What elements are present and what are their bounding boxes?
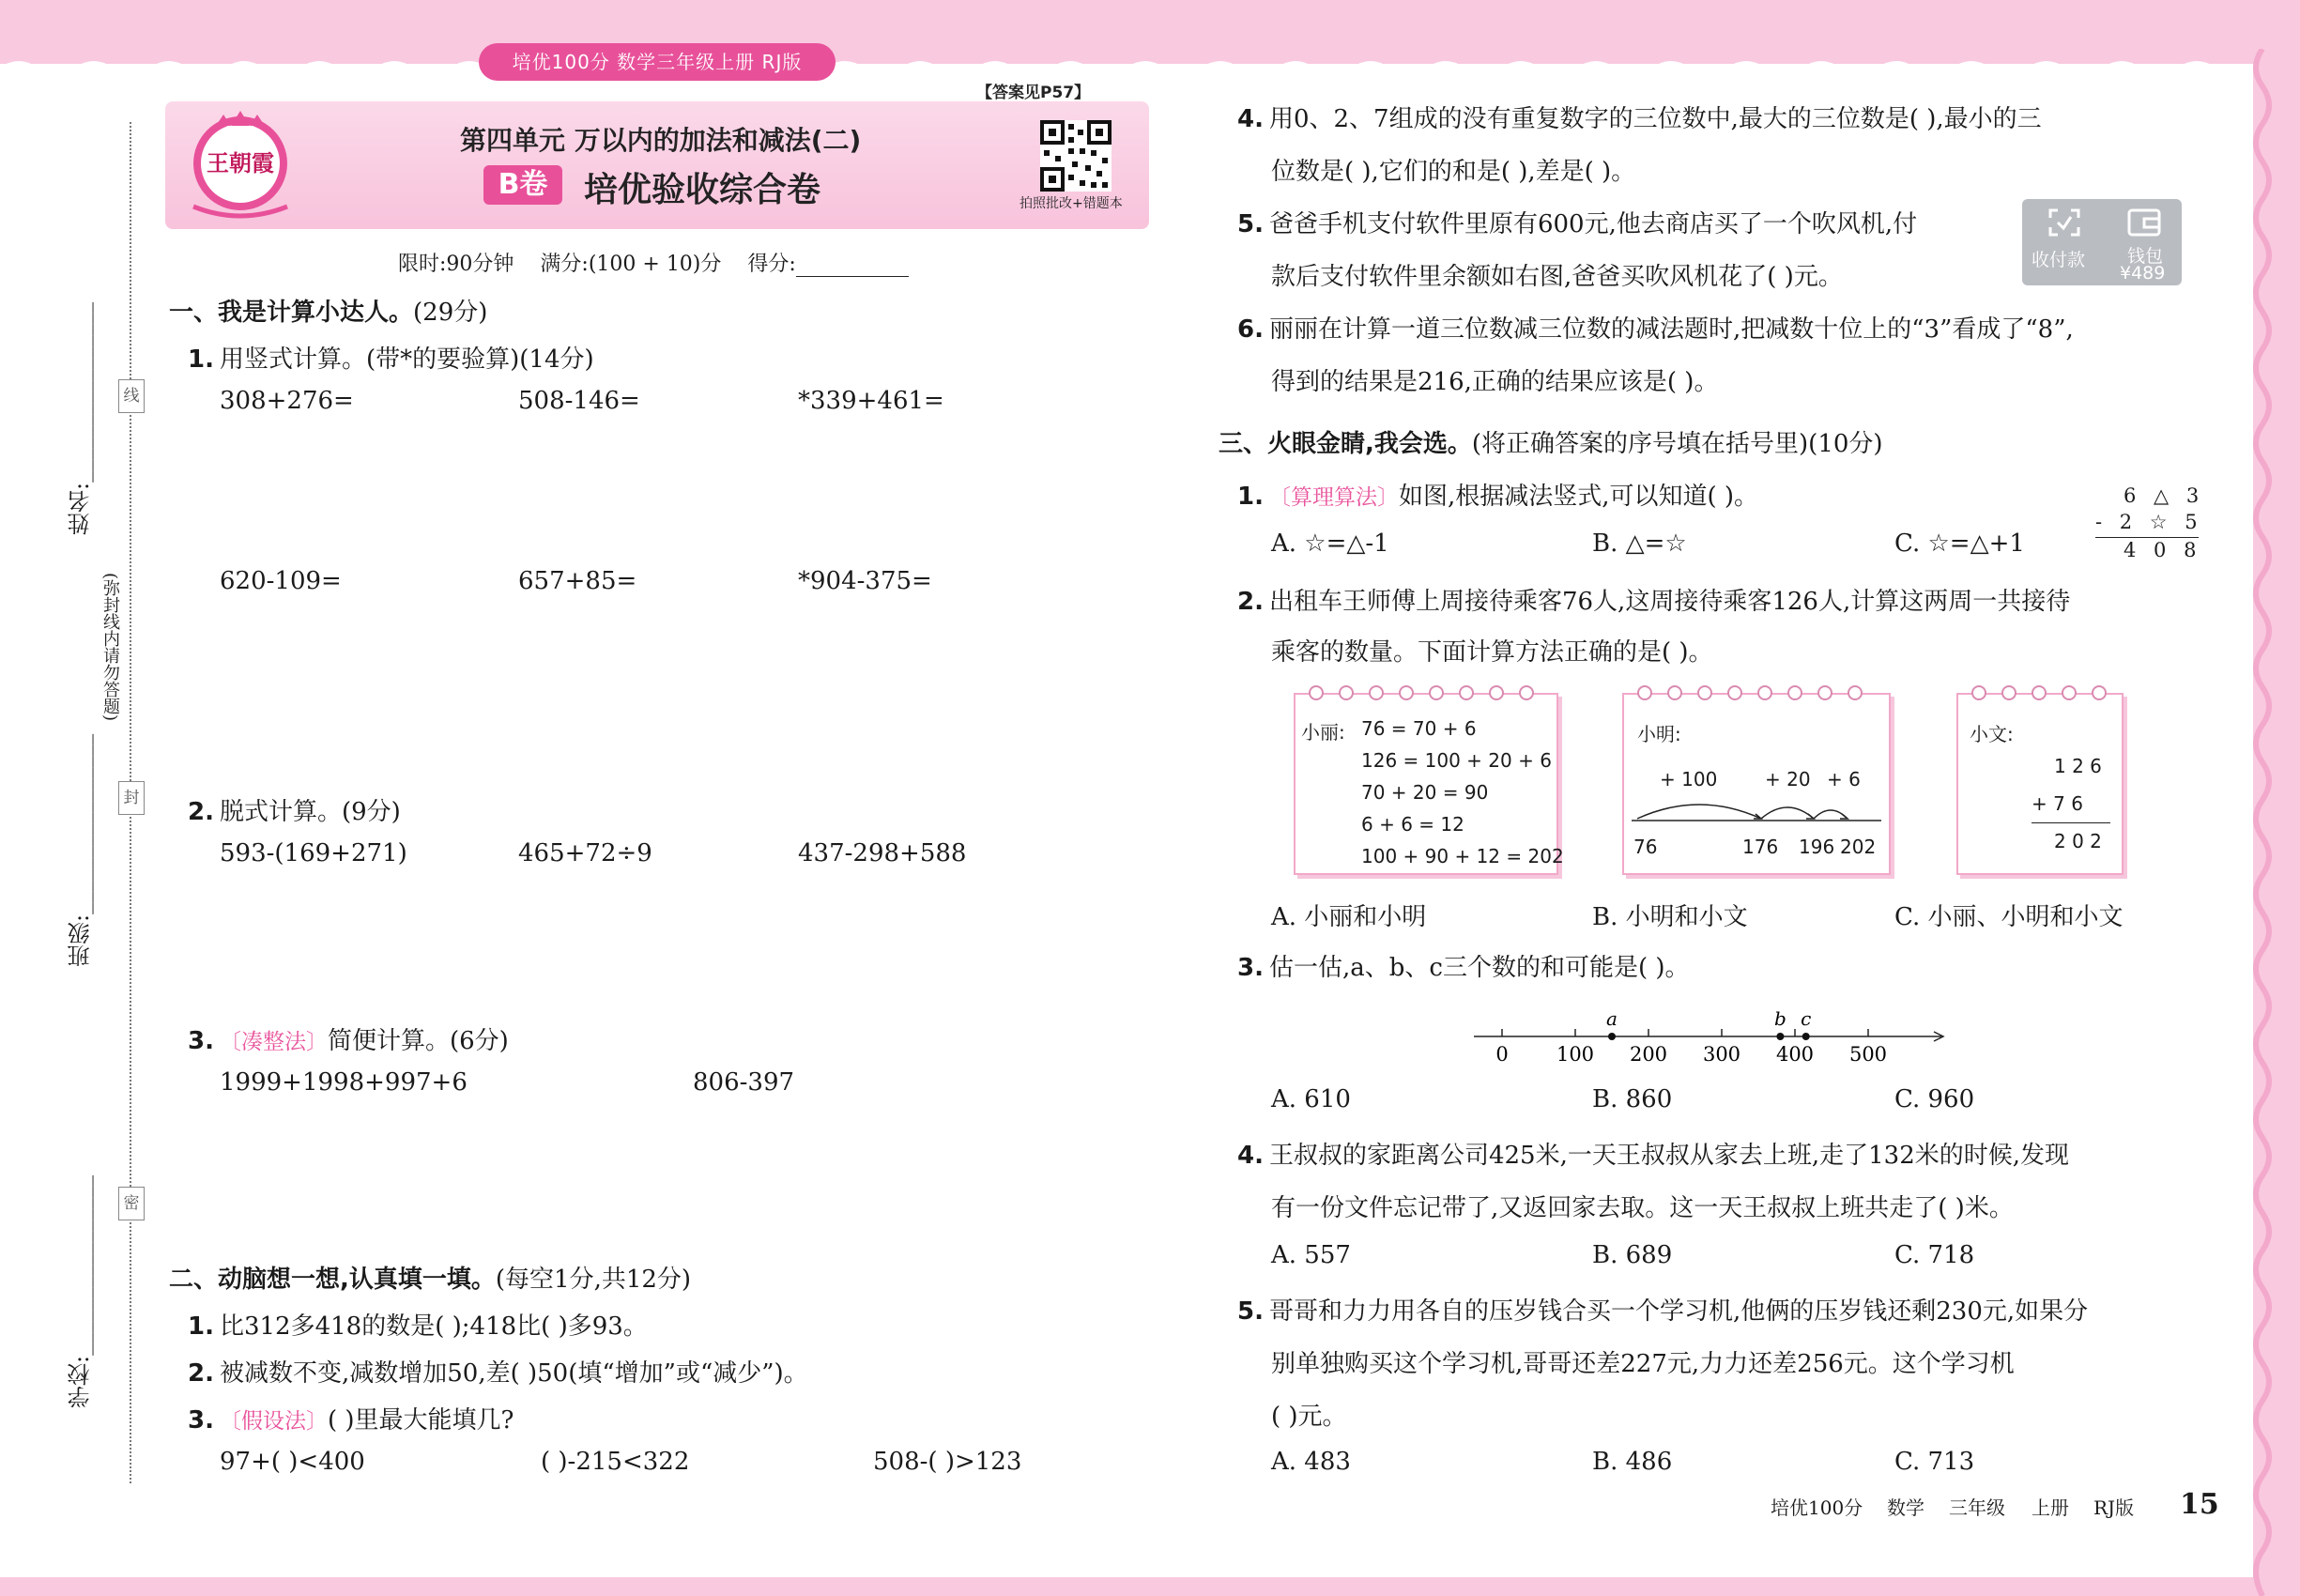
axis-point-label: b xyxy=(1773,1007,1786,1030)
qr-caption: 拍照批改+错题本 xyxy=(1020,196,1123,211)
choice-4-option-a[interactable]: A. 557 xyxy=(1271,1241,1351,1269)
jump-label: + 20 xyxy=(1765,768,1811,790)
fill-question-5[interactable]: 5. 爸爸手机支付软件里原有600元,他去商店买了一个吹风机,付 xyxy=(1237,210,1918,238)
right-wave-border xyxy=(2216,49,2300,1596)
simplify-expr[interactable]: 806-397 xyxy=(693,1068,795,1097)
axis-point-label: c xyxy=(1801,1007,1812,1030)
vertical-add-row3: 2 0 2 xyxy=(2054,830,2102,852)
axis-tick-label: 400 xyxy=(1775,1043,1815,1066)
school-label: 学校: xyxy=(68,1355,94,1408)
fill-question-6-line2[interactable]: 得到的结果是216,正确的结果应该是( )。 xyxy=(1271,368,1719,396)
note-xiaoming xyxy=(1622,693,1891,875)
choice-1-option-a[interactable]: A. ☆=△-1 xyxy=(1271,529,1389,558)
choice-question-5: 5. 哥哥和力力用各自的压岁钱合买一个学习机,他俩的压岁钱还剩230元,如果分 xyxy=(1237,1297,2089,1326)
choice-3-option-a[interactable]: A. 610 xyxy=(1271,1085,1351,1113)
axis-point xyxy=(1776,1033,1784,1040)
axis-tick-label: 500 xyxy=(1848,1043,1888,1066)
footer-series: 培优100分 xyxy=(1771,1496,1863,1519)
vertical-calc-expr[interactable]: *339+461= xyxy=(798,387,944,415)
jump-mark: 76 xyxy=(1633,836,1658,858)
jump-mark: 196 xyxy=(1799,836,1835,858)
scan-icon xyxy=(2048,208,2080,237)
wallet-balance: ¥489 xyxy=(2120,263,2166,284)
time-limit: 限时:90分钟 xyxy=(398,253,514,276)
vertical-calc-expr[interactable]: 308+276= xyxy=(220,387,354,415)
page-number: 15 xyxy=(2180,1488,2219,1521)
choice-1-option-c[interactable]: C. ☆=△+1 xyxy=(1894,529,2025,558)
vertical-add-row2: + 7 6 xyxy=(2032,792,2083,815)
inequality-expr[interactable]: ( )-215<322 xyxy=(541,1448,690,1476)
choice-2-option-b[interactable]: B. 小明和小文 xyxy=(1592,903,1748,931)
note-xiaoli xyxy=(1294,693,1564,875)
axis-tick-label: 300 xyxy=(1702,1043,1741,1066)
name-field[interactable]: 姓名:________________ xyxy=(68,301,94,535)
exam-meta xyxy=(398,248,909,277)
fill-question-4-line2[interactable]: 位数是( ),它们的和是( ),差是( )。 xyxy=(1271,158,1636,186)
fill-question-3: 3. 〔假设法〕( )里最大能填几? xyxy=(188,1406,514,1435)
choice-3-option-b[interactable]: B. 860 xyxy=(1592,1085,1673,1113)
step-calc-expr[interactable]: 465+72÷9 xyxy=(518,839,652,867)
wallet-icon xyxy=(2127,208,2161,237)
logo-text: 王朝霞 xyxy=(207,149,274,176)
axis-point-label: a xyxy=(1606,1007,1618,1030)
section-1-title: 一、我是计算小达人。(29分) xyxy=(169,299,488,327)
choice-question-5-line2: 别单独购买这个学习机,哥哥还差227元,力力还差256元。这个学习机 xyxy=(1271,1350,2015,1378)
axis-point xyxy=(1608,1033,1616,1040)
question-1-1: 1. 用竖式计算。(带*的要验算)(14分) xyxy=(188,345,594,374)
axis-tick-label: 200 xyxy=(1629,1043,1668,1066)
axis-tick-label: 0 xyxy=(1495,1043,1509,1066)
step-calc-expr[interactable]: 437-298+588 xyxy=(798,839,967,867)
choice-2-option-c[interactable]: C. 小丽、小明和小文 xyxy=(1894,903,2124,931)
class-field[interactable]: 班级:________________ xyxy=(68,733,94,967)
note-xiaoli-line: 76 = 70 + 6 xyxy=(1361,717,1477,740)
choice-3-option-c[interactable]: C. 960 xyxy=(1894,1085,1975,1113)
choice-question-4: 4. 王叔叔的家距离公司425米,一天王叔叔从家去上班,走了132米的时候,发现 xyxy=(1237,1142,2070,1170)
vertical-sub-row1: 6 △ 3 xyxy=(2124,484,2205,507)
school-field[interactable]: 学校:________________ xyxy=(68,1174,94,1408)
name-label: 姓名: xyxy=(68,482,94,535)
jump-mark: 176 xyxy=(1742,836,1779,858)
choice-question-5-line3: ( )元。 xyxy=(1271,1403,1347,1431)
jump-label: + 6 xyxy=(1827,768,1861,790)
footer-subject: 数学 xyxy=(1887,1496,1924,1519)
step-calc-expr[interactable]: 593-(169+271) xyxy=(220,839,407,867)
qr-code-icon[interactable] xyxy=(1040,120,1112,192)
fill-question-4[interactable]: 4. 用0、2、7组成的没有重复数字的三位数中,最大的三位数是( ),最小的三 xyxy=(1237,105,2042,133)
choice-5-option-b[interactable]: B. 486 xyxy=(1592,1448,1673,1476)
vertical-add-row1: 1 2 6 xyxy=(2054,755,2102,777)
logo-badge xyxy=(184,105,297,227)
fill-question-2[interactable]: 2. 被减数不变,减数增加50,差( )50(填“增加”或“减少”)。 xyxy=(188,1359,808,1388)
inequality-expr[interactable]: 97+( )<400 xyxy=(220,1448,365,1476)
wallet-label: 钱包 xyxy=(2127,246,2164,267)
vertical-add-rule xyxy=(2032,822,2110,823)
jump-label: + 100 xyxy=(1660,768,1718,790)
vertical-sub-row2: - 2 ☆ 5 xyxy=(2095,511,2203,533)
choice-question-3: 3. 估一估,a、b、c三个数的和可能是( )。 xyxy=(1237,954,1690,982)
choice-5-option-c[interactable]: C. 713 xyxy=(1894,1448,1975,1476)
vertical-calc-expr[interactable]: 508-146= xyxy=(518,387,640,415)
axis-tick-label: 100 xyxy=(1556,1043,1595,1066)
vertical-calc-expr[interactable]: *904-375= xyxy=(798,567,932,595)
footer-grade: 三年级 xyxy=(1949,1496,2005,1519)
vertical-sub-rule xyxy=(2095,537,2199,538)
choice-5-option-a[interactable]: A. 483 xyxy=(1271,1448,1351,1476)
question-1-3: 3. 〔凑整法〕简便计算。(6分) xyxy=(188,1027,509,1055)
seal-seal: 封 xyxy=(118,781,145,815)
note-xiaowen xyxy=(1956,693,2124,875)
series-pill: 培优100分 数学三年级上册 RJ版 xyxy=(479,43,836,81)
question-1-2: 2. 脱式计算。(9分) xyxy=(188,798,401,826)
simplify-expr[interactable]: 1999+1998+997+6 xyxy=(220,1068,468,1097)
choice-4-option-c[interactable]: C. 718 xyxy=(1894,1241,1975,1269)
number-line-jumps xyxy=(1624,789,1889,826)
full-score: 满分:(100 + 10)分 xyxy=(540,253,722,276)
pay-label: 收付款 xyxy=(2032,250,2086,270)
estimate-number-line xyxy=(1464,995,1953,1070)
note-xiaoming-name: 小明: xyxy=(1637,723,1681,745)
score-blank[interactable] xyxy=(796,257,909,277)
score-label: 得分: xyxy=(747,253,796,276)
class-label: 班级: xyxy=(68,913,94,967)
payment-widget xyxy=(2022,199,2182,285)
note-xiaoli-line: 6 + 6 = 12 xyxy=(1361,813,1464,836)
footer-term: 上册 xyxy=(2032,1496,2069,1519)
choice-question-1: 1. 〔算理算法〕如图,根据减法竖式,可以知道( )。 xyxy=(1237,483,1759,511)
binding-notice: (弥封线内请勿答题) xyxy=(100,573,120,722)
paper-tag: B卷 xyxy=(483,165,562,205)
fill-question-1[interactable]: 1. 比312多418的数是( );418比( )多93。 xyxy=(188,1312,648,1341)
footer-edition: RJ版 xyxy=(2093,1496,2135,1519)
choice-question-4-line2: 有一份文件忘记带了,又返回家去取。这一天王叔叔上班共走了( )米。 xyxy=(1271,1194,2014,1222)
note-xiaowen-name: 小文: xyxy=(1970,723,2014,745)
note-xiaoli-line: 100 + 90 + 12 = 202 xyxy=(1361,845,1564,867)
jump-mark: 202 xyxy=(1840,836,1877,858)
seal-line: 线 xyxy=(118,379,145,413)
axis-point xyxy=(1802,1033,1810,1040)
note-xiaoli-name: 小丽: xyxy=(1301,721,1345,744)
fill-question-5-line2[interactable]: 款后支付软件里余额如右图,爸爸买吹风机花了( )元。 xyxy=(1271,263,1843,291)
choice-4-option-b[interactable]: B. 689 xyxy=(1592,1241,1673,1269)
inequality-expr[interactable]: 508-( )>123 xyxy=(873,1448,1022,1476)
exam-title: 培优验收综合卷 xyxy=(584,171,821,209)
vertical-sub-row3: 4 0 8 xyxy=(2124,539,2202,561)
note-xiaoli-line: 70 + 20 = 90 xyxy=(1361,781,1489,804)
fill-question-6[interactable]: 6. 丽丽在计算一道三位数减三位数的减法题时,把减数十位上的“3”看成了“8”, xyxy=(1237,315,2074,344)
unit-title: 第四单元 万以内的加法和减法(二) xyxy=(460,125,862,156)
choice-question-2: 2. 出租车王师傅上周接待乘客76人,这周接待乘客126人,计算这两周一共接待 xyxy=(1237,588,2071,616)
section-3-title: 三、火眼金睛,我会选。(将正确答案的序号填在括号里)(10分) xyxy=(1219,430,1883,458)
seal-secret: 密 xyxy=(118,1187,145,1220)
choice-1-option-b[interactable]: B. △=☆ xyxy=(1592,529,1687,558)
vertical-calc-expr[interactable]: 657+85= xyxy=(518,567,637,595)
note-xiaoli-line: 126 = 100 + 20 + 6 xyxy=(1361,749,1552,772)
answer-reference: 【答案见P57】 xyxy=(976,84,1091,102)
section-2-title: 二、动脑想一想,认真填一填。(每空1分,共12分) xyxy=(169,1266,692,1294)
choice-question-2-line2: 乘客的数量。下面计算方法正确的是( )。 xyxy=(1271,638,1713,667)
vertical-calc-expr[interactable]: 620-109= xyxy=(220,567,342,595)
choice-2-option-a[interactable]: A. 小丽和小明 xyxy=(1271,903,1427,931)
